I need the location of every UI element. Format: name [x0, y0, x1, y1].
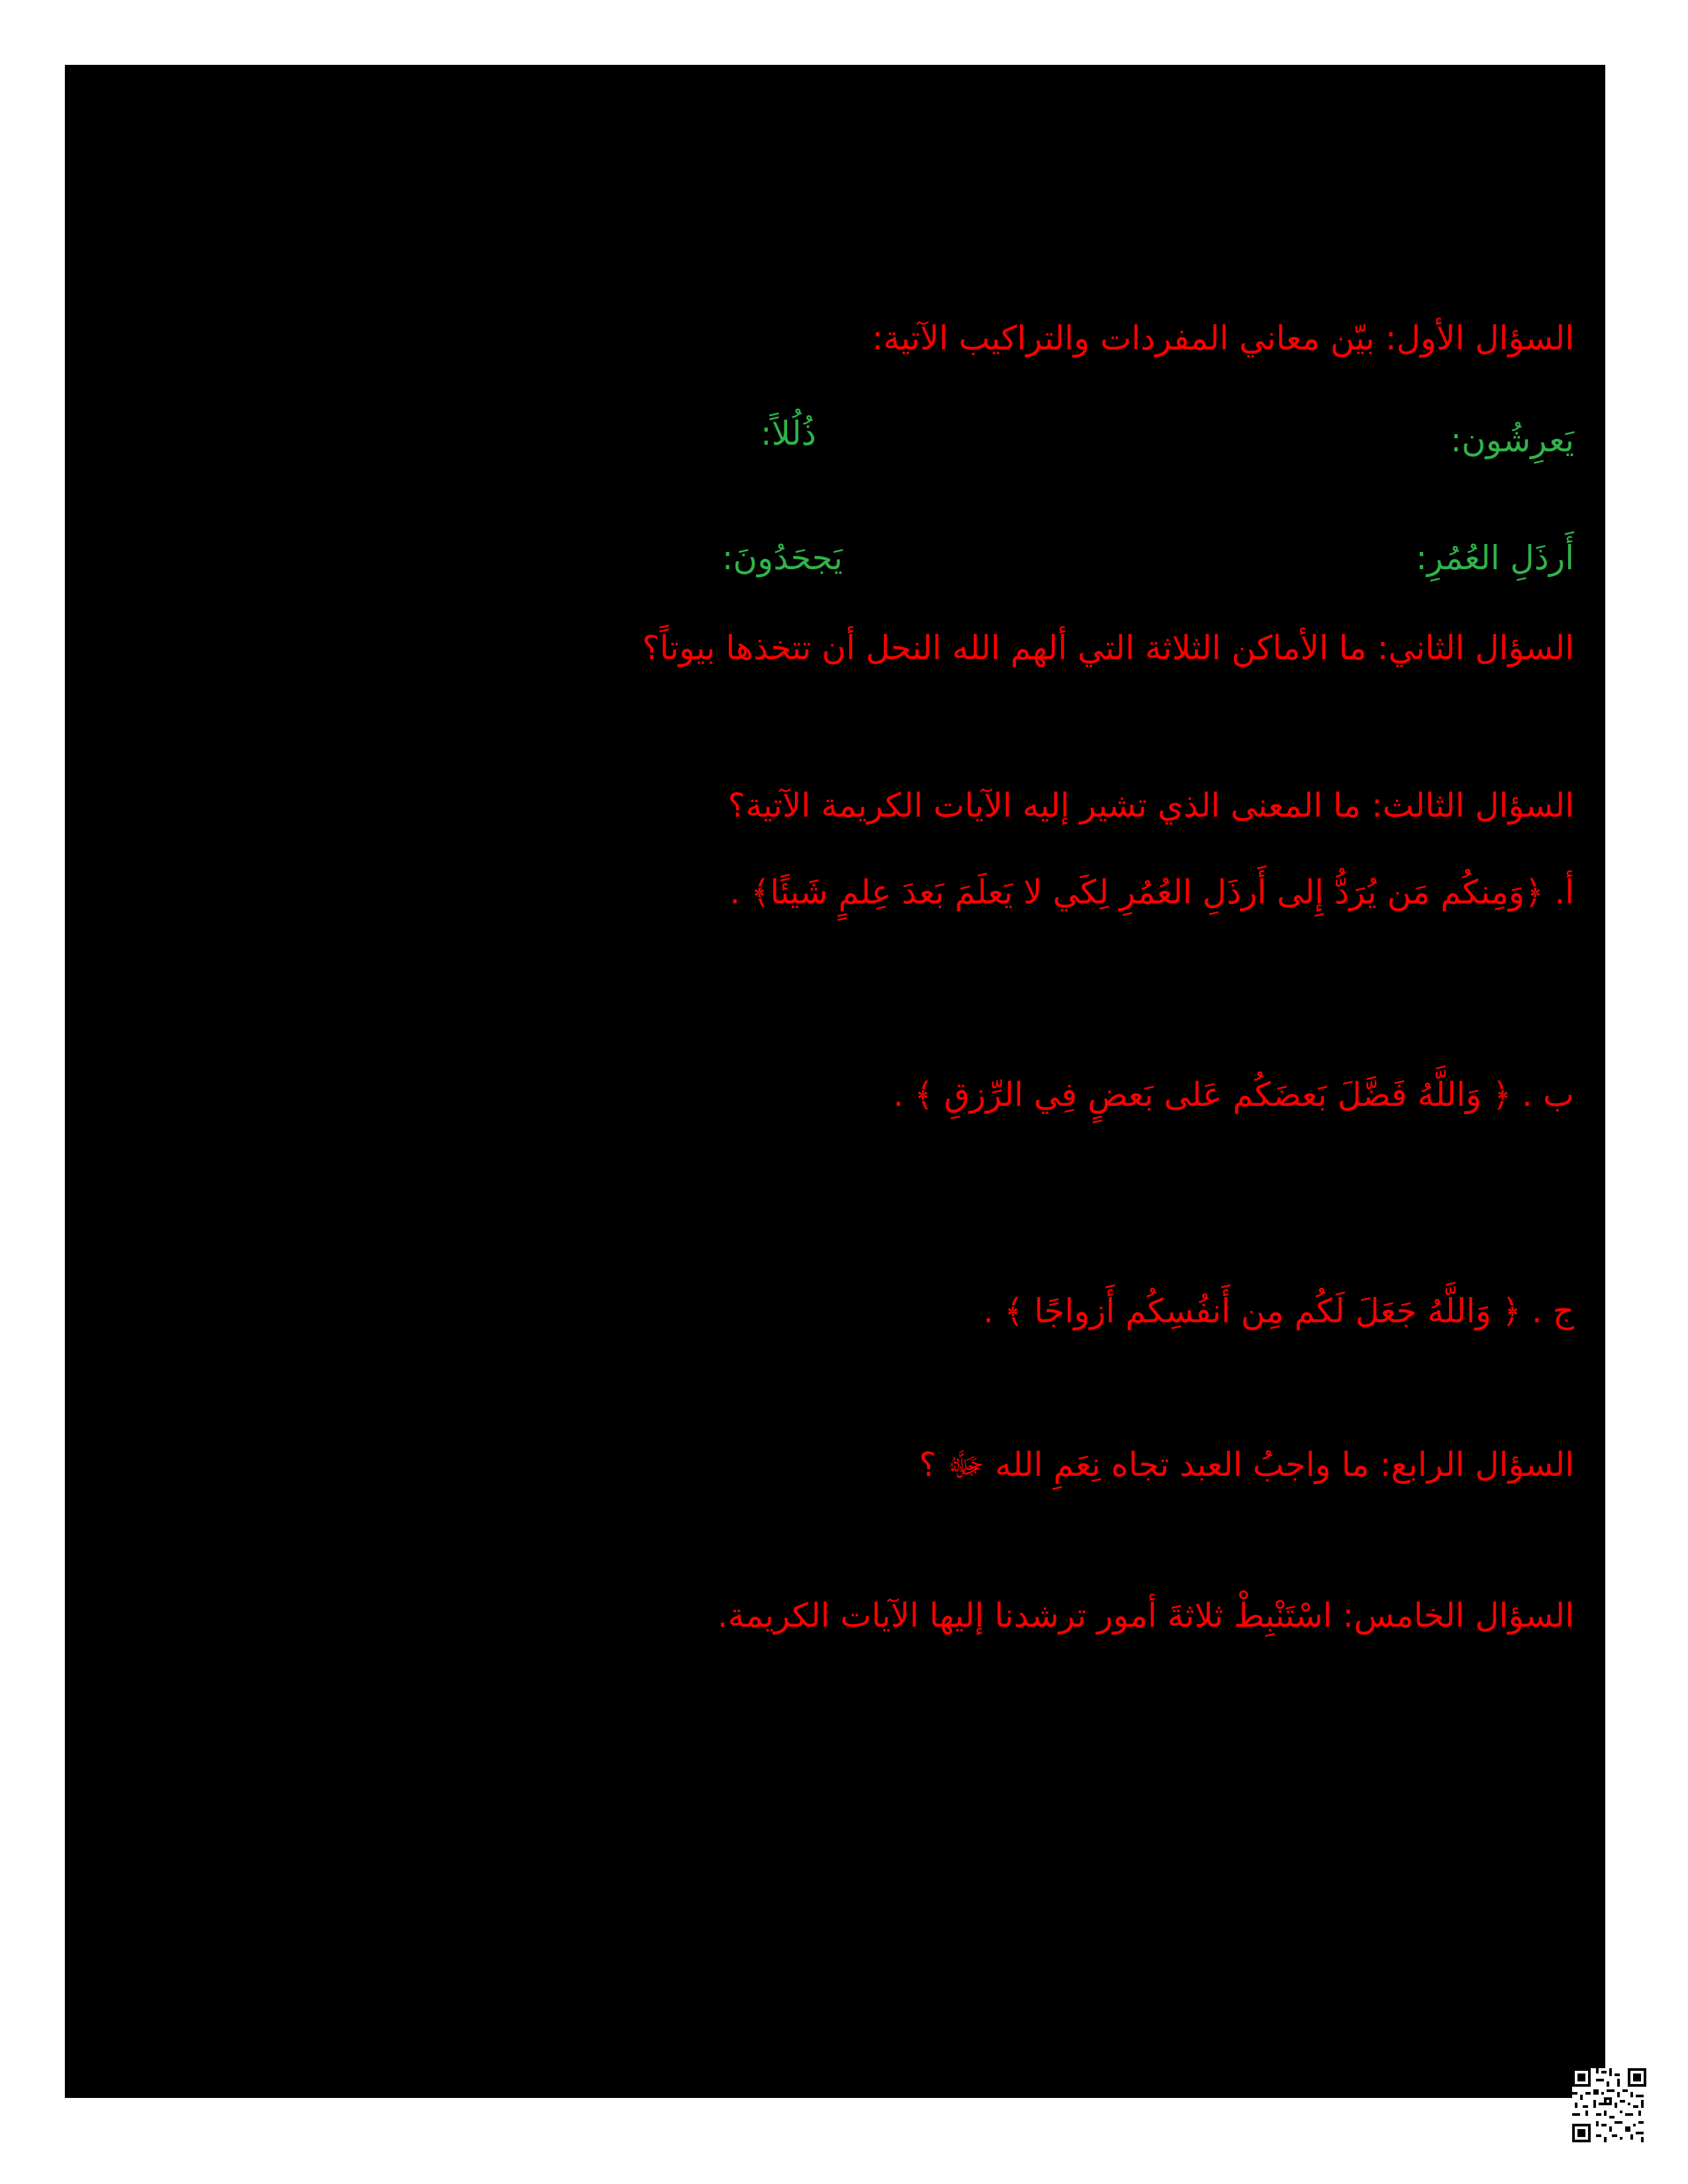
- question-3-title: السؤال الثالث: ما المعنى الذي تشير إليه الآيات الكريمة الآتية؟: [727, 786, 1574, 825]
- question-3-item-a: أ. ﴿وَمِنكُم مَن يُرَدُّ إِلى أَرذَلِ العُمُرِ لِكَي لا يَعلَمَ بَعدَ عِلمٍ شَيئًا﴾ .: [729, 873, 1574, 911]
- vocab-term-3: أَرذَلِ العُمُرِ:: [1415, 539, 1574, 577]
- question-4-title: السؤال الرابع: ما واجبُ العبد تجاه نِعَمِ الله ﷻ ؟: [919, 1445, 1574, 1484]
- vocab-term-4: يَجحَدُونَ:: [722, 539, 843, 577]
- vocab-term-2: ذُلُلاً:: [760, 414, 816, 453]
- qr-code-icon: [1572, 2068, 1646, 2142]
- question-3-item-c: ج . ﴿ وَاللَّهُ جَعَلَ لَكُم مِن أَنفُسِكُم أَزواجًا ﴾ .: [983, 1292, 1574, 1330]
- worksheet-page: [65, 65, 1605, 2098]
- question-2-title: السؤال الثاني: ما الأماكن الثلاثة التي ألهم الله النحل أن تتخذها بيوتاً؟: [641, 629, 1574, 667]
- question-1-title: السؤال الأول: بيّن معاني المفردات والتراكيب الآتية:: [872, 319, 1574, 357]
- question-3-item-b: ب . ﴿ وَاللَّهُ فَضَّلَ بَعضَكُم عَلى بَعضٍ فِي الرِّزقِ ﴾ .: [893, 1075, 1574, 1114]
- vocab-term-1: يَعرِشُون:: [1450, 421, 1574, 459]
- question-5-title: السؤال الخامس: اسْتَنْبِطْ ثلاثةَ أمور ترشدنا إليها الآيات الكريمة.: [717, 1596, 1574, 1635]
